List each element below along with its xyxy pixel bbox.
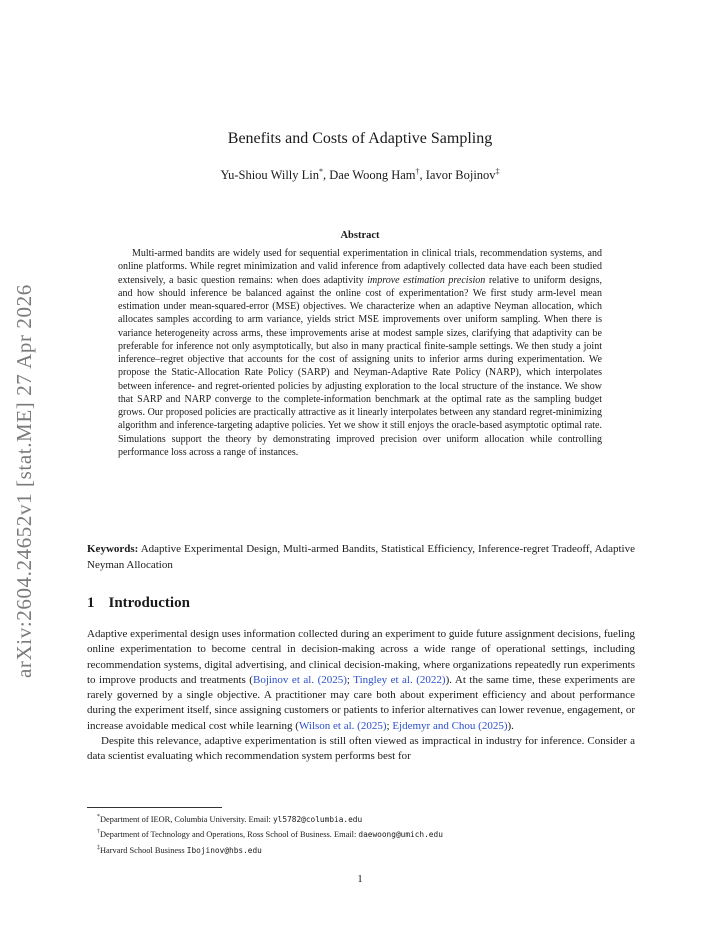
intro-paragraph bbox=[87, 627, 635, 734]
abstract-heading: Abstract bbox=[340, 230, 380, 241]
footnote-marker: * bbox=[97, 814, 100, 820]
email-address: Ibojinov@hbs.edu bbox=[186, 845, 262, 855]
author-name: Dae Woong Ham bbox=[329, 168, 416, 183]
citation-link[interactable]: Bojinov et al. (2025) bbox=[252, 673, 347, 686]
paper-title: Benefits and Costs of Adaptive Sampling bbox=[227, 130, 493, 147]
section-number: 1 bbox=[87, 595, 95, 611]
section-heading bbox=[87, 595, 190, 612]
intro-text: ; bbox=[386, 719, 393, 732]
keywords bbox=[87, 542, 635, 573]
abstract-body bbox=[118, 247, 602, 459]
abstract-paragraph bbox=[118, 247, 602, 459]
introduction-body bbox=[87, 627, 635, 765]
intro-text: ). bbox=[507, 719, 514, 732]
intro-text: ). At the same time, these experiments are rarely governed by a single objective. A practitioner may care both about experiment efficiency and about performance during the experiment itself, since assigning customers or patients to inferior alternatives can lower revenue, engagement, or increase avoidable medical cost while learning ( bbox=[87, 673, 636, 732]
footnotes bbox=[97, 811, 443, 857]
footnote bbox=[97, 826, 443, 841]
author-name: Iavor Bojinov bbox=[425, 168, 496, 183]
arxiv-identifier: arXiv:2604.24652v1 [stat.ME] 27 Apr 2026 bbox=[12, 284, 36, 678]
footnote bbox=[97, 811, 443, 826]
author-list: Yu-Shiou Willy Lin*, Dae Woong Ham†, Iavor Bojinov‡ bbox=[220, 167, 500, 183]
footnote-marker: ‡ bbox=[97, 844, 100, 851]
footnote-marker: ‡ bbox=[495, 167, 500, 176]
footnote-marker: * bbox=[319, 167, 324, 176]
abstract-text: relative to uniform designs, and how should inference be balanced against the online cost of experimentation? We first study arm-level mean estimation under mean-squared-error (MSE) objectives. We characterize when an adaptive Neyman allocation, which allocates samples according to arm variance, yields strict MSE improvements over uniform sampling. When there is variance heterogeneity across arms, these improvements arise at modest sample sizes, clarifying that adaptivity can be preferable for inference not only asymptotically, but also in many practical finite-sample settings. We then study a joint inference–regret objective that accounts for the cost of assigning units to inferior arms during experimentation. We propose the Static-Allocation Rate Policy (SARP) and Neyman-Adaptive Rate Policy (NARP), which interpolates between inference- and regret-oriented policies by adjusting exploration to the local structure of the instance. We show that SARP and NARP converge to the complete-information benchmark at the optimal rate as the sampling budget grows. Our proposed policies are practically attractive as it linearly interpolates between any standard regret-minimizing algorithm and inference-targeting adaptive policies. Yet we show it still enjoys the oracle-based asymptotic optimal rate. Simulations support the theory by demonstrating improved precision over uniform allocation while controlling performance loss across a range of instances. bbox=[118, 274, 602, 458]
section-title: Introduction bbox=[108, 595, 190, 611]
email-address: yl5782@columbia.edu bbox=[272, 814, 363, 824]
page-number: 1 bbox=[357, 873, 363, 885]
email-address: daewoong@umich.edu bbox=[358, 830, 443, 840]
intro-paragraph: Despite this relevance, adaptive experimentation is still often viewed as impractical in industry for inference. Consider a data scientist evaluating which recommendation system performs best for bbox=[87, 735, 635, 763]
footnote-text: Harvard School Business bbox=[100, 845, 187, 855]
citation-link[interactable]: Tingley et al. (2022) bbox=[353, 673, 446, 686]
citation-link[interactable]: Ejdemyr and Chou (2025) bbox=[392, 719, 508, 732]
footnote-marker: † bbox=[97, 829, 100, 836]
footnote-rule bbox=[87, 807, 222, 808]
citation-link[interactable]: Wilson et al. (2025) bbox=[298, 719, 387, 732]
footnote bbox=[97, 842, 443, 857]
keywords-text: Adaptive Experimental Design, Multi-armed Bandits, Statistical Efficiency, Inference-regret Tradeoff, Adaptive Neyman Allocation bbox=[87, 543, 635, 571]
keywords-paragraph bbox=[87, 542, 635, 573]
keywords-label: Keywords: bbox=[87, 543, 139, 555]
abstract-emphasis: improve estimation precision bbox=[367, 274, 486, 286]
author-name: Yu-Shiou Willy Lin bbox=[220, 168, 320, 183]
intro-text: ; bbox=[346, 673, 354, 686]
footnote-text: Department of Technology and Operations, Ross School of Business. Email: bbox=[100, 830, 359, 840]
intro-text: Adaptive experimental design uses information collected during an experiment to guide future assignment decisions, fueling online experimentation to become central in decision-making across a wide range of operational settings, including recommendation systems, digital advertising, and clinical decision-making, where organizations repeatedly run experiments to improve products and treatments ( bbox=[87, 628, 635, 686]
footnote-marker: † bbox=[415, 167, 420, 176]
abstract-text: Multi-armed bandits are widely used for sequential experimentation in clinical trials, recommendation systems, and online platforms. While regret minimization and valid inference from adaptively collected data have each been studied extensively, a basic question remains: when does adaptivity bbox=[118, 248, 602, 286]
footnote-text: Department of IEOR, Columbia University. Email: bbox=[100, 814, 273, 824]
